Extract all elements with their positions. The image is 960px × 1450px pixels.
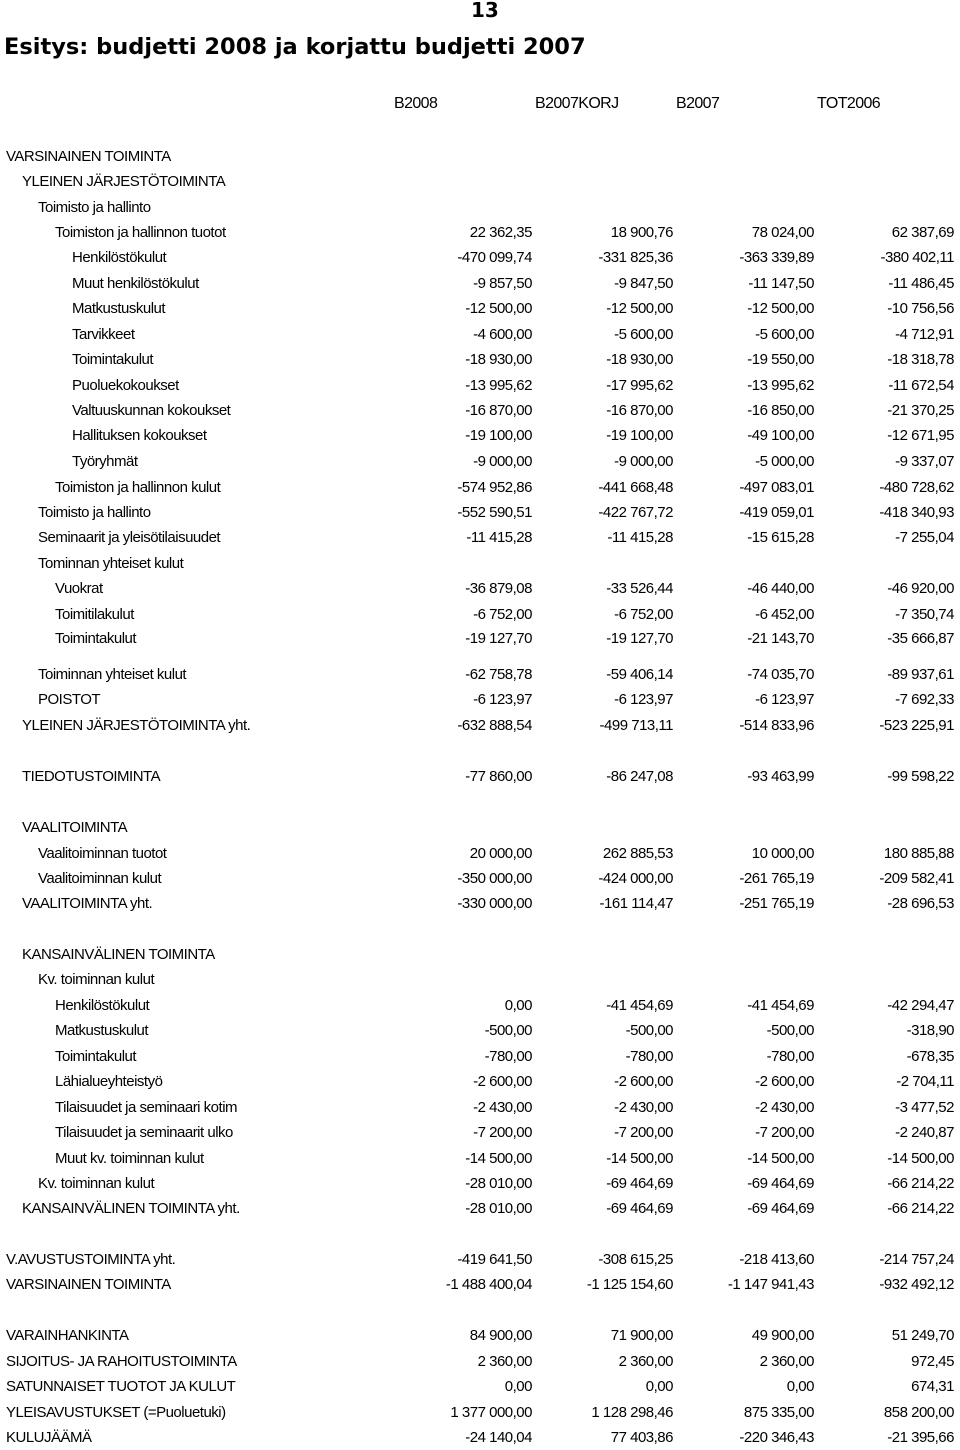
table-row [0, 1097, 960, 1119]
cell-tot2006: -42 294,47 [887, 997, 954, 1014]
table-row [0, 995, 960, 1017]
cell-tot2006: -10 756,56 [887, 300, 954, 317]
cell-b2008: -4 600,00 [473, 326, 532, 343]
cell-b2007korj: -69 464,69 [606, 1175, 673, 1192]
cell-tot2006: 972,45 [911, 1353, 954, 1370]
cell-tot2006: -678,35 [906, 1048, 954, 1065]
row-label: V.AVUSTUSTOIMINTA yht. [6, 1251, 176, 1268]
column-header-tot2006: TOT2006 [817, 95, 881, 112]
cell-b2007: -419 059,01 [739, 504, 814, 521]
row-label: Tilaisuudet ja seminaarit ulko [55, 1124, 233, 1141]
cell-b2008: -2 430,00 [473, 1099, 532, 1116]
row-label: Lähialueyhteistyö [55, 1073, 163, 1090]
cell-b2008: 0,00 [504, 1378, 532, 1395]
row-label: VAALITOIMINTA yht. [22, 895, 153, 912]
cell-b2007korj: -6 123,97 [614, 691, 673, 708]
cell-b2007: -21 143,70 [747, 630, 814, 647]
table-row [0, 349, 960, 371]
row-label: Vuokrat [55, 580, 103, 597]
row-label: Puoluekokoukset [72, 377, 179, 394]
cell-tot2006: -3 477,52 [895, 1099, 954, 1116]
cell-b2008: -574 952,86 [457, 479, 532, 496]
table-row [0, 1020, 960, 1042]
cell-tot2006: -28 696,53 [887, 895, 954, 912]
cell-b2007: 49 900,00 [751, 1327, 814, 1344]
cell-b2008: -16 870,00 [465, 402, 532, 419]
cell-b2007: -780,00 [766, 1048, 814, 1065]
row-label: VAALITOIMINTA [22, 819, 128, 836]
page-number: 13 [471, 0, 499, 22]
cell-b2007: -13 995,62 [747, 377, 814, 394]
cell-b2008: 1 377 000,00 [450, 1404, 532, 1421]
cell-b2007: -69 464,69 [747, 1175, 814, 1192]
table-row [0, 715, 960, 737]
cell-b2007: -251 765,19 [739, 895, 814, 912]
row-label: Matkustuskulut [55, 1022, 149, 1039]
table-row [0, 502, 960, 524]
cell-b2007korj: -17 995,62 [606, 377, 673, 394]
cell-b2007: -1 147 941,43 [727, 1276, 814, 1293]
row-label: VARSINAINEN TOIMINTA [6, 1276, 171, 1293]
column-header-b2008: B2008 [394, 95, 438, 112]
cell-b2007: -15 615,28 [747, 529, 814, 546]
cell-tot2006: -214 757,24 [879, 1251, 954, 1268]
cell-b2007: -93 463,99 [747, 768, 814, 785]
cell-b2008: -62 758,78 [465, 666, 532, 683]
cell-tot2006: -11 672,54 [888, 377, 954, 394]
row-label: Kv. toiminnan kulut [38, 1175, 155, 1192]
column-header-b2007korj: B2007KORJ [535, 95, 619, 112]
cell-b2008: -632 888,54 [457, 717, 532, 734]
cell-tot2006: -89 937,61 [887, 666, 954, 683]
cell-b2008: -500,00 [484, 1022, 532, 1039]
cell-b2007: -220 346,43 [739, 1429, 814, 1446]
cell-b2007: -2 430,00 [755, 1099, 814, 1116]
cell-b2007korj: -18 930,00 [606, 351, 673, 368]
cell-tot2006: -21 395,66 [887, 1429, 954, 1446]
cell-b2007korj: 71 900,00 [610, 1327, 673, 1344]
cell-b2007korj: 77 403,86 [610, 1429, 673, 1446]
cell-b2008: -77 860,00 [465, 768, 532, 785]
cell-b2007korj: -7 200,00 [614, 1124, 673, 1141]
table-row [0, 604, 960, 626]
cell-b2008: -13 995,62 [465, 377, 532, 394]
row-label: Henkilöstökulut [72, 249, 167, 266]
cell-b2008: -28 010,00 [465, 1175, 532, 1192]
table-row [0, 197, 960, 219]
row-label: SATUNNAISET TUOTOT JA KULUT [6, 1378, 236, 1395]
row-label: YLEINEN JÄRJESTÖTOIMINTA yht. [22, 717, 251, 734]
table-row [0, 247, 960, 269]
cell-b2007: -49 100,00 [747, 427, 814, 444]
page-title: Esitys: budjetti 2008 ja korjattu budjetti 2007 [4, 34, 586, 60]
row-label: Vaalitoiminnan kulut [38, 870, 162, 887]
cell-b2007korj: -33 526,44 [606, 580, 673, 597]
cell-b2007korj: -422 767,72 [598, 504, 673, 521]
row-label: SIJOITUS- JA RAHOITUSTOIMINTA [6, 1353, 237, 1370]
cell-b2008: -9 857,50 [473, 275, 532, 292]
table-row [0, 425, 960, 447]
cell-tot2006: -35 666,87 [887, 630, 954, 647]
table-row [0, 1274, 960, 1296]
table-row [0, 868, 960, 890]
cell-b2008: -11 415,28 [466, 529, 532, 546]
cell-tot2006: -932 492,12 [879, 1276, 954, 1293]
cell-b2007: -74 035,70 [747, 666, 814, 683]
cell-b2007korj: -424 000,00 [598, 870, 673, 887]
cell-b2008: -19 100,00 [465, 427, 532, 444]
cell-b2007korj: 0,00 [645, 1378, 673, 1395]
cell-b2007: -261 765,19 [739, 870, 814, 887]
row-label: Tominnan yhteiset kulut [38, 555, 184, 572]
row-label: Vaalitoiminnan tuotot [38, 845, 167, 862]
row-label: Tilaisuudet ja seminaari kotim [55, 1099, 238, 1116]
cell-b2007: 0,00 [786, 1378, 814, 1395]
cell-tot2006: 62 387,69 [891, 224, 954, 241]
cell-b2007: 10 000,00 [751, 845, 814, 862]
cell-b2007korj: -86 247,08 [606, 768, 673, 785]
cell-b2008: -24 140,04 [465, 1429, 532, 1446]
cell-b2007: -11 147,50 [748, 275, 814, 292]
cell-tot2006: -2 704,11 [896, 1073, 954, 1090]
row-label: TIEDOTUSTOIMINTA [22, 768, 161, 785]
cell-b2007korj: -16 870,00 [606, 402, 673, 419]
row-label: Toimisto ja hallinto [38, 199, 151, 216]
table-row [0, 689, 960, 711]
row-label: YLEISAVUSTUKSET (=Puoluetuki) [6, 1404, 226, 1421]
table-row [0, 1071, 960, 1093]
cell-b2007: -14 500,00 [747, 1150, 814, 1167]
cell-b2007korj: -14 500,00 [606, 1150, 673, 1167]
cell-b2007: -500,00 [766, 1022, 814, 1039]
table-row [0, 1351, 960, 1373]
cell-b2007: -16 850,00 [747, 402, 814, 419]
cell-tot2006: -18 318,78 [887, 351, 954, 368]
table-row [0, 1249, 960, 1271]
table-row [0, 766, 960, 788]
row-label: Muut kv. toiminnan kulut [55, 1150, 204, 1167]
cell-tot2006: 858 200,00 [883, 1404, 954, 1421]
row-label: Seminaarit ja yleisötilaisuudet [38, 529, 221, 546]
cell-tot2006: 51 249,70 [891, 1327, 954, 1344]
cell-tot2006: -318,90 [906, 1022, 954, 1039]
cell-tot2006: -12 671,95 [887, 427, 954, 444]
cell-tot2006: -209 582,41 [879, 870, 954, 887]
table-row [0, 375, 960, 397]
row-label: YLEINEN JÄRJESTÖTOIMINTA [22, 173, 226, 190]
cell-b2008: -14 500,00 [465, 1150, 532, 1167]
cell-b2007korj: -41 454,69 [606, 997, 673, 1014]
row-label: KANSAINVÄLINEN TOIMINTA yht. [22, 1200, 240, 1217]
cell-b2007korj: 18 900,76 [610, 224, 673, 241]
cell-b2008: 84 900,00 [469, 1327, 532, 1344]
cell-b2007korj: -1 125 154,60 [586, 1276, 673, 1293]
cell-b2007korj: -9 847,50 [614, 275, 673, 292]
cell-b2007: -2 600,00 [755, 1073, 814, 1090]
row-label: VARAINHANKINTA [6, 1327, 129, 1344]
cell-tot2006: -14 500,00 [887, 1150, 954, 1167]
table-row [0, 1046, 960, 1068]
cell-b2007korj: 2 360,00 [618, 1353, 673, 1370]
cell-b2007korj: -500,00 [625, 1022, 673, 1039]
cell-b2007: -5 600,00 [755, 326, 814, 343]
cell-tot2006: 180 885,88 [883, 845, 954, 862]
table-row [0, 400, 960, 422]
cell-tot2006: -7 350,74 [895, 606, 954, 623]
table-row [0, 553, 960, 575]
table-row [0, 1427, 960, 1449]
cell-tot2006: -418 340,93 [879, 504, 954, 521]
cell-b2008: -6 752,00 [473, 606, 532, 623]
table-row [0, 1198, 960, 1220]
column-header-b2007: B2007 [676, 95, 720, 112]
cell-tot2006: -99 598,22 [887, 768, 954, 785]
cell-b2007korj: -19 127,70 [606, 630, 673, 647]
cell-b2007korj: -331 825,36 [598, 249, 673, 266]
cell-b2007: -46 440,00 [747, 580, 814, 597]
row-label: Muut henkilöstökulut [72, 275, 199, 292]
cell-b2007korj: -161 114,47 [599, 895, 673, 912]
row-label: Valtuuskunnan kokoukset [72, 402, 231, 419]
cell-b2008: -36 879,08 [465, 580, 532, 597]
cell-b2007korj: -2 600,00 [614, 1073, 673, 1090]
cell-b2008: 2 360,00 [477, 1353, 532, 1370]
table-row [0, 1122, 960, 1144]
cell-b2007: -218 413,60 [739, 1251, 814, 1268]
cell-b2007korj: -2 430,00 [614, 1099, 673, 1116]
cell-b2007korj: -69 464,69 [606, 1200, 673, 1217]
row-label: POISTOT [38, 691, 101, 708]
cell-tot2006: -46 920,00 [887, 580, 954, 597]
cell-tot2006: -380 402,11 [880, 249, 954, 266]
table-row [0, 944, 960, 966]
table-row [0, 1325, 960, 1347]
table-row [0, 1402, 960, 1424]
cell-tot2006: -523 225,91 [879, 717, 954, 734]
cell-b2007korj: 262 885,53 [602, 845, 673, 862]
cell-b2008: 0,00 [504, 997, 532, 1014]
table-row [0, 893, 960, 915]
cell-tot2006: -21 370,25 [887, 402, 954, 419]
cell-b2007korj: -12 500,00 [606, 300, 673, 317]
cell-b2008: 22 362,35 [469, 224, 532, 241]
cell-b2008: -330 000,00 [457, 895, 532, 912]
row-label: Toimintakulut [55, 630, 137, 647]
row-label: Toimintakulut [55, 1048, 137, 1065]
cell-b2008: -350 000,00 [457, 870, 532, 887]
cell-tot2006: -4 712,91 [895, 326, 954, 343]
cell-b2007: -6 452,00 [755, 606, 814, 623]
cell-b2007: -5 000,00 [755, 453, 814, 470]
cell-tot2006: -11 486,45 [888, 275, 954, 292]
table-row [0, 273, 960, 295]
cell-b2008: -7 200,00 [473, 1124, 532, 1141]
cell-tot2006: -9 337,07 [895, 453, 954, 470]
cell-b2008: -12 500,00 [465, 300, 532, 317]
table-row [0, 843, 960, 865]
row-label: Toimitilakulut [55, 606, 134, 623]
row-label: VARSINAINEN TOIMINTA [6, 148, 171, 165]
cell-b2008: -552 590,51 [457, 504, 532, 521]
table-row [0, 817, 960, 839]
cell-b2007korj: 1 128 298,46 [591, 1404, 673, 1421]
cell-b2007: 875 335,00 [743, 1404, 814, 1421]
table-row [0, 969, 960, 991]
table-row [0, 664, 960, 686]
cell-b2007: -7 200,00 [755, 1124, 814, 1141]
table-row [0, 1376, 960, 1398]
row-label: KANSAINVÄLINEN TOIMINTA [22, 946, 215, 963]
row-label: Henkilöstökulut [55, 997, 150, 1014]
cell-tot2006: -66 214,22 [887, 1175, 954, 1192]
row-label: Tarvikkeet [72, 326, 135, 343]
row-label: Hallituksen kokoukset [72, 427, 207, 444]
table-row [0, 1148, 960, 1170]
cell-b2008: -1 488 400,04 [445, 1276, 532, 1293]
cell-b2008: 20 000,00 [469, 845, 532, 862]
row-label: Toimintakulut [72, 351, 154, 368]
cell-b2007: -69 464,69 [747, 1200, 814, 1217]
cell-b2007: -12 500,00 [747, 300, 814, 317]
cell-b2007korj: -9 000,00 [614, 453, 673, 470]
table-row [0, 146, 960, 168]
cell-b2007korj: -441 668,48 [598, 479, 673, 496]
table-row [0, 477, 960, 499]
table-row [0, 222, 960, 244]
cell-b2008: -2 600,00 [473, 1073, 532, 1090]
cell-b2007korj: -59 406,14 [606, 666, 673, 683]
row-label: Työryhmät [72, 453, 138, 470]
cell-b2007: -497 083,01 [739, 479, 814, 496]
cell-b2008: -19 127,70 [465, 630, 532, 647]
cell-b2008: -18 930,00 [465, 351, 532, 368]
cell-tot2006: -2 240,87 [895, 1124, 954, 1141]
cell-tot2006: -480 728,62 [879, 479, 954, 496]
row-label: Kv. toiminnan kulut [38, 971, 155, 988]
cell-b2007korj: -499 713,11 [599, 717, 673, 734]
cell-b2007: -514 833,96 [739, 717, 814, 734]
cell-b2008: -28 010,00 [465, 1200, 532, 1217]
cell-b2007: 78 024,00 [751, 224, 814, 241]
table-row [0, 578, 960, 600]
cell-tot2006: -66 214,22 [887, 1200, 954, 1217]
row-label: Matkustuskulut [72, 300, 166, 317]
row-label: Toimiston ja hallinnon tuotot [55, 224, 226, 241]
cell-b2008: -470 099,74 [457, 249, 532, 266]
cell-b2007: -363 339,89 [739, 249, 814, 266]
cell-tot2006: -7 255,04 [895, 529, 954, 546]
table-row [0, 451, 960, 473]
cell-b2007korj: -11 415,28 [607, 529, 673, 546]
table-row [0, 527, 960, 549]
cell-tot2006: 674,31 [911, 1378, 954, 1395]
cell-b2007korj: -5 600,00 [614, 326, 673, 343]
cell-b2007: -19 550,00 [747, 351, 814, 368]
cell-b2008: -419 641,50 [457, 1251, 532, 1268]
row-label: Toiminnan yhteiset kulut [38, 666, 187, 683]
row-label: Toimisto ja hallinto [38, 504, 151, 521]
table-row [0, 628, 960, 650]
table-row [0, 1173, 960, 1195]
cell-b2007: -41 454,69 [747, 997, 814, 1014]
cell-b2007: 2 360,00 [759, 1353, 814, 1370]
cell-b2007korj: -6 752,00 [614, 606, 673, 623]
table-row [0, 171, 960, 193]
cell-b2008: -9 000,00 [473, 453, 532, 470]
cell-b2007korj: -19 100,00 [606, 427, 673, 444]
cell-tot2006: -7 692,33 [895, 691, 954, 708]
cell-b2008: -6 123,97 [473, 691, 532, 708]
row-label: Toimiston ja hallinnon kulut [55, 479, 221, 496]
cell-b2007korj: -780,00 [625, 1048, 673, 1065]
cell-b2007korj: -308 615,25 [598, 1251, 673, 1268]
cell-b2007: -6 123,97 [755, 691, 814, 708]
cell-b2008: -780,00 [484, 1048, 532, 1065]
row-label: KULUJÄÄMÄ [6, 1429, 92, 1446]
table-row [0, 324, 960, 346]
table-row [0, 298, 960, 320]
